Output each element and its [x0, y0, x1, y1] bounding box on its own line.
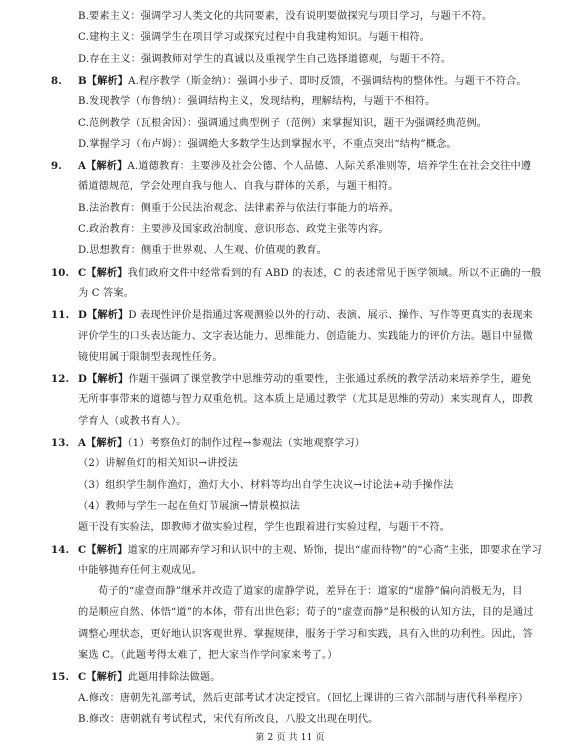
page-footer: 第 2 页 共 11 页	[255, 733, 325, 743]
text-line	[78, 521, 450, 535]
text-line	[78, 606, 534, 620]
line-text: 道家的庄周鄙弃学习和认识中的主观、矫饰，提出“虚而待物”的“心斋”主张，即要求在学习	[127, 544, 542, 556]
question-line	[51, 266, 541, 281]
question-line	[51, 159, 531, 174]
text-line	[98, 585, 523, 599]
line-text: （3）组织学生制作渔灯，渔灯大小、材料等均出自学生决议→讨论法+动手操作法	[78, 479, 454, 491]
text-line	[78, 53, 451, 67]
line-text: （2）讲解鱼灯的相关知识→讲授法	[78, 458, 239, 470]
text-line	[78, 649, 338, 663]
line-text: 为 C 答案。	[78, 287, 135, 299]
text-line	[78, 117, 487, 131]
text-line	[78, 10, 492, 24]
line-text: 我们政府文件中经常看到的有 ABD 的表述，C 的表述常见于医学领域。所以不正确的一般	[127, 267, 542, 279]
line-text: C.建构主义：强调学生在项目学习或探究过程中自我建构知识。与题干相符。	[78, 32, 431, 44]
text-line	[78, 713, 378, 727]
line-text: D.掌握学习（布卢姆）：强调绝大多数学生达到掌握水平，不重点突出“结构”概念。	[78, 138, 457, 150]
line-text: A.道德教育：主要涉及社会公德、个人品德、人际关系准则等，培养学生在社会交往中遵	[127, 161, 532, 173]
question-line	[51, 74, 527, 89]
line-text: 镜使用属于限制型表现性任务。	[78, 351, 223, 363]
line-text: 的是顺应自然、体悟“道”的本体，带有出世色彩；荀子的“虚壹而静”是积极的认知方法，目的是通过	[78, 607, 534, 619]
line-text: 题干没有实验法，即教师才做实验过程，学生也跟着进行实验过程，与题干不符。	[78, 522, 451, 534]
line-text: （4）教师与学生一起在鱼灯节展演→情景模拟法	[78, 500, 301, 512]
text-line	[78, 351, 223, 365]
question-number: 8.	[51, 74, 62, 87]
text-line	[78, 138, 457, 152]
line-text: B.要素主义：强调学习人类文化的共同要素，没有说明要做探究与项目学习，与题干不符。	[78, 11, 493, 22]
question-number: 10.	[51, 266, 70, 279]
text-line	[78, 479, 453, 493]
answer-label: D【解析】	[78, 373, 129, 386]
question-line	[51, 372, 532, 387]
text-line	[78, 223, 389, 237]
line-text: D.存在主义：强调教师对学生的真诚以及重视学生自己选择道德观，与题干不符。	[78, 53, 452, 65]
text-line	[78, 287, 134, 301]
text-line	[78, 330, 533, 344]
text-line	[78, 415, 187, 429]
line-text: （1）考察鱼灯的制作过程→参观法（实地观察学习）	[127, 438, 366, 449]
answer-label: A【解析】	[78, 160, 128, 173]
question-number: 14.	[51, 543, 70, 556]
text-line	[78, 564, 202, 578]
line-text: 循道德规范，学会处理自我与他人、自我与群体的关系，与题干相符。	[78, 181, 399, 193]
line-text: 调整心理状态，更好地认识客观世界、掌握规律，服务于学习和实践，具有入世的功利性。因此，答	[78, 628, 533, 640]
question-number: 13.	[51, 437, 70, 449]
question-line	[51, 543, 542, 558]
answer-label: C【解析】	[78, 671, 128, 684]
line-text: 学育人（或教书育人）。	[78, 415, 187, 427]
line-text: 无所事事带来的道德与智力双重危机。这本质上是通过教学（尤其是思维的劳动）来实现育人，即教	[78, 394, 533, 406]
question-line	[51, 670, 221, 685]
line-text: B.发现教学（布鲁纳）：强调结构主义，发现结构，理解结构，与题干不相符。	[78, 96, 436, 108]
text-line	[78, 628, 533, 642]
text-line	[78, 692, 528, 706]
line-text: 此题用排除法做题。	[127, 672, 221, 684]
question-number: 9.	[51, 160, 62, 173]
text-line	[78, 180, 398, 194]
line-text: D.思想教育：侧重于世界观、人生观、价值观的教育。	[78, 245, 328, 257]
text-line	[78, 393, 533, 407]
question-number: 11.	[51, 309, 70, 322]
line-text: 中能够抛弃任何主观成见。	[78, 564, 203, 576]
text-line	[78, 457, 238, 471]
line-text: 评价学生的口头表达能力、文字表达能力、思维能力、创造能力、实践能力的评价方法。题目中显微	[78, 330, 533, 342]
line-text: 作题干强调了课堂教学中思维劳动的重要性，主张通过系统的教学活动来培养学生，避免	[128, 374, 532, 386]
line-text: C.范例教学（瓦根舍因）：强调通过典型例子（范例）来掌握知识，题干为强调经典范例。	[78, 117, 488, 129]
line-text: C.政治教育：主要涉及国家政治制度、意识形态、政党主张等内容。	[78, 224, 389, 235]
answer-label: C【解析】	[78, 266, 128, 279]
answer-label: C【解析】	[78, 543, 128, 556]
text-line	[78, 202, 399, 216]
line-text: A.修改：唐朝先礼部考试，然后吏部考试才决定授官。（回忆上课讲的三省六部制与唐代科举程序）	[78, 692, 529, 704]
line-text: B.法治教育：侧重于公民法治观念、法律素养与依法行事能力的培养。	[78, 202, 400, 214]
answer-label: A【解析】	[78, 437, 128, 449]
question-line	[51, 308, 533, 323]
line-text: 案选 C。（此题考得太难了，把大家当作学问家来考了。）	[78, 650, 338, 661]
answer-label: D【解析】	[78, 309, 129, 322]
question-line	[51, 436, 365, 451]
line-text: A.程序教学（斯金纳）：强调小步子、即时反馈，不强调结构的整体性。与题干不符合。	[128, 75, 527, 87]
question-number: 15.	[51, 671, 70, 684]
text-line	[78, 95, 435, 109]
line-text: 荀子的“虚壹而静”继承并改造了道家的虚静学说，差异在于：道家的“虚静”偏向消极无为，目	[98, 586, 523, 598]
line-text: D 表现性评价是指通过客观测验以外的行动、表演、展示、操作、写作等更真实的表现来	[128, 310, 533, 322]
answer-label: B【解析】	[78, 74, 129, 87]
question-number: 12.	[51, 373, 70, 386]
text-line	[78, 31, 430, 45]
line-text: B.修改：唐朝就有考试程式，宋代有所改良，八股文出现在明代。	[78, 713, 379, 725]
text-line	[78, 500, 300, 514]
text-line	[78, 244, 327, 258]
